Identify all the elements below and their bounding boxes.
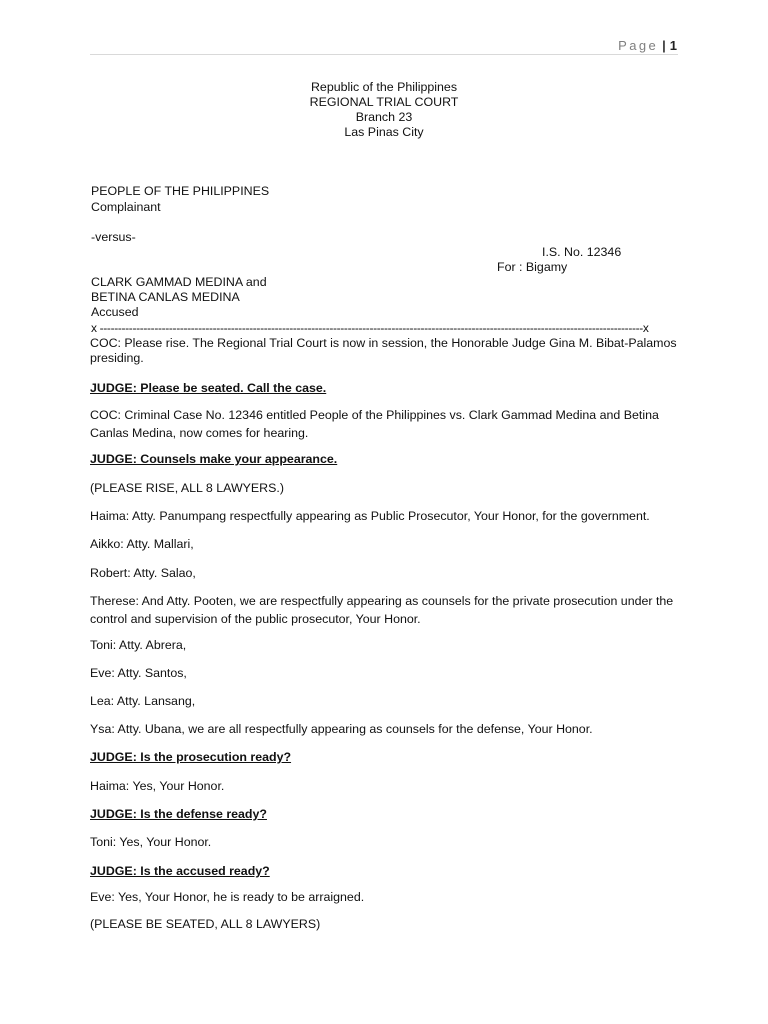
case-charge: For : Bigamy <box>497 260 568 274</box>
transcript-line: Aikko: Atty. Mallari, <box>90 537 194 551</box>
versus-label: -versus- <box>91 230 136 244</box>
transcript-line: Lea: Atty. Lansang, <box>90 694 196 708</box>
court-republic: Republic of the Philippines <box>310 80 458 94</box>
accused-name-2: BETINA CANLAS MEDINA <box>91 290 240 304</box>
transcript-line: Robert: Atty. Salao, <box>90 566 196 580</box>
transcript-line: Toni: Yes, Your Honor. <box>90 835 212 849</box>
caption-divider: x -----------------------------------------------------------------------------------------------------------------------------------------------------x <box>91 321 649 335</box>
accused-role: Accused <box>91 305 139 319</box>
transcript-line: Eve: Atty. Santos, <box>90 666 187 680</box>
transcript-line: Toni: Atty. Abrera, <box>90 638 187 652</box>
court-heading <box>90 80 678 140</box>
page-separator: | <box>662 38 666 53</box>
transcript-line: Therese: And Atty. Pooten, we are respectfully appearing as counsels for the private prosecution under the control and supervision of the public prosecutor, Your Honor. <box>90 594 674 626</box>
judge-line: JUDGE: Please be seated. Call the case. <box>90 381 327 395</box>
case-number: I.S. No. 12346 <box>542 245 622 259</box>
plaintiff-name: PEOPLE OF THE PHILIPPINES <box>91 184 270 198</box>
transcript-line: COC: Please rise. The Regional Trial Court is now in session, the Honorable Judge Gina M. Bibat-Palamos presiding. <box>90 336 677 365</box>
header-rule <box>90 54 678 55</box>
judge-line: JUDGE: Is the accused ready? <box>90 864 270 878</box>
judge-line: JUDGE: Counsels make your appearance. <box>90 452 338 466</box>
page-label: Page <box>618 38 659 53</box>
transcript-line: COC: Criminal Case No. 12346 entitled People of the Philippines vs. Clark Gammad Medina and Betina Canlas Medina, now comes for hearing. <box>90 408 659 440</box>
page-header <box>618 38 677 53</box>
court-branch: Branch 23 <box>355 110 413 124</box>
court-city: Las Pinas City <box>344 125 424 139</box>
transcript-line: Haima: Yes, Your Honor. <box>90 779 225 793</box>
transcript-line: Haima: Atty. Panumpang respectfully appearing as Public Prosecutor, Your Honor, for the government. <box>90 509 650 523</box>
judge-line: JUDGE: Is the defense ready? <box>90 807 267 821</box>
judge-line: JUDGE: Is the prosecution ready? <box>90 750 292 764</box>
court-name: REGIONAL TRIAL COURT <box>309 95 459 109</box>
transcript-line: (PLEASE RISE, ALL 8 LAWYERS.) <box>90 481 284 495</box>
transcript <box>90 336 680 932</box>
accused-name-1: CLARK GAMMAD MEDINA and <box>91 275 267 289</box>
transcript-line: (PLEASE BE SEATED, ALL 8 LAWYERS) <box>90 917 321 931</box>
plaintiff-role: Complainant <box>91 200 161 214</box>
transcript-line: Eve: Yes, Your Honor, he is ready to be arraigned. <box>90 890 365 904</box>
page-number: 1 <box>669 38 677 53</box>
transcript-line: Ysa: Atty. Ubana, we are all respectfully appearing as counsels for the defense, Your Honor. <box>90 722 593 736</box>
